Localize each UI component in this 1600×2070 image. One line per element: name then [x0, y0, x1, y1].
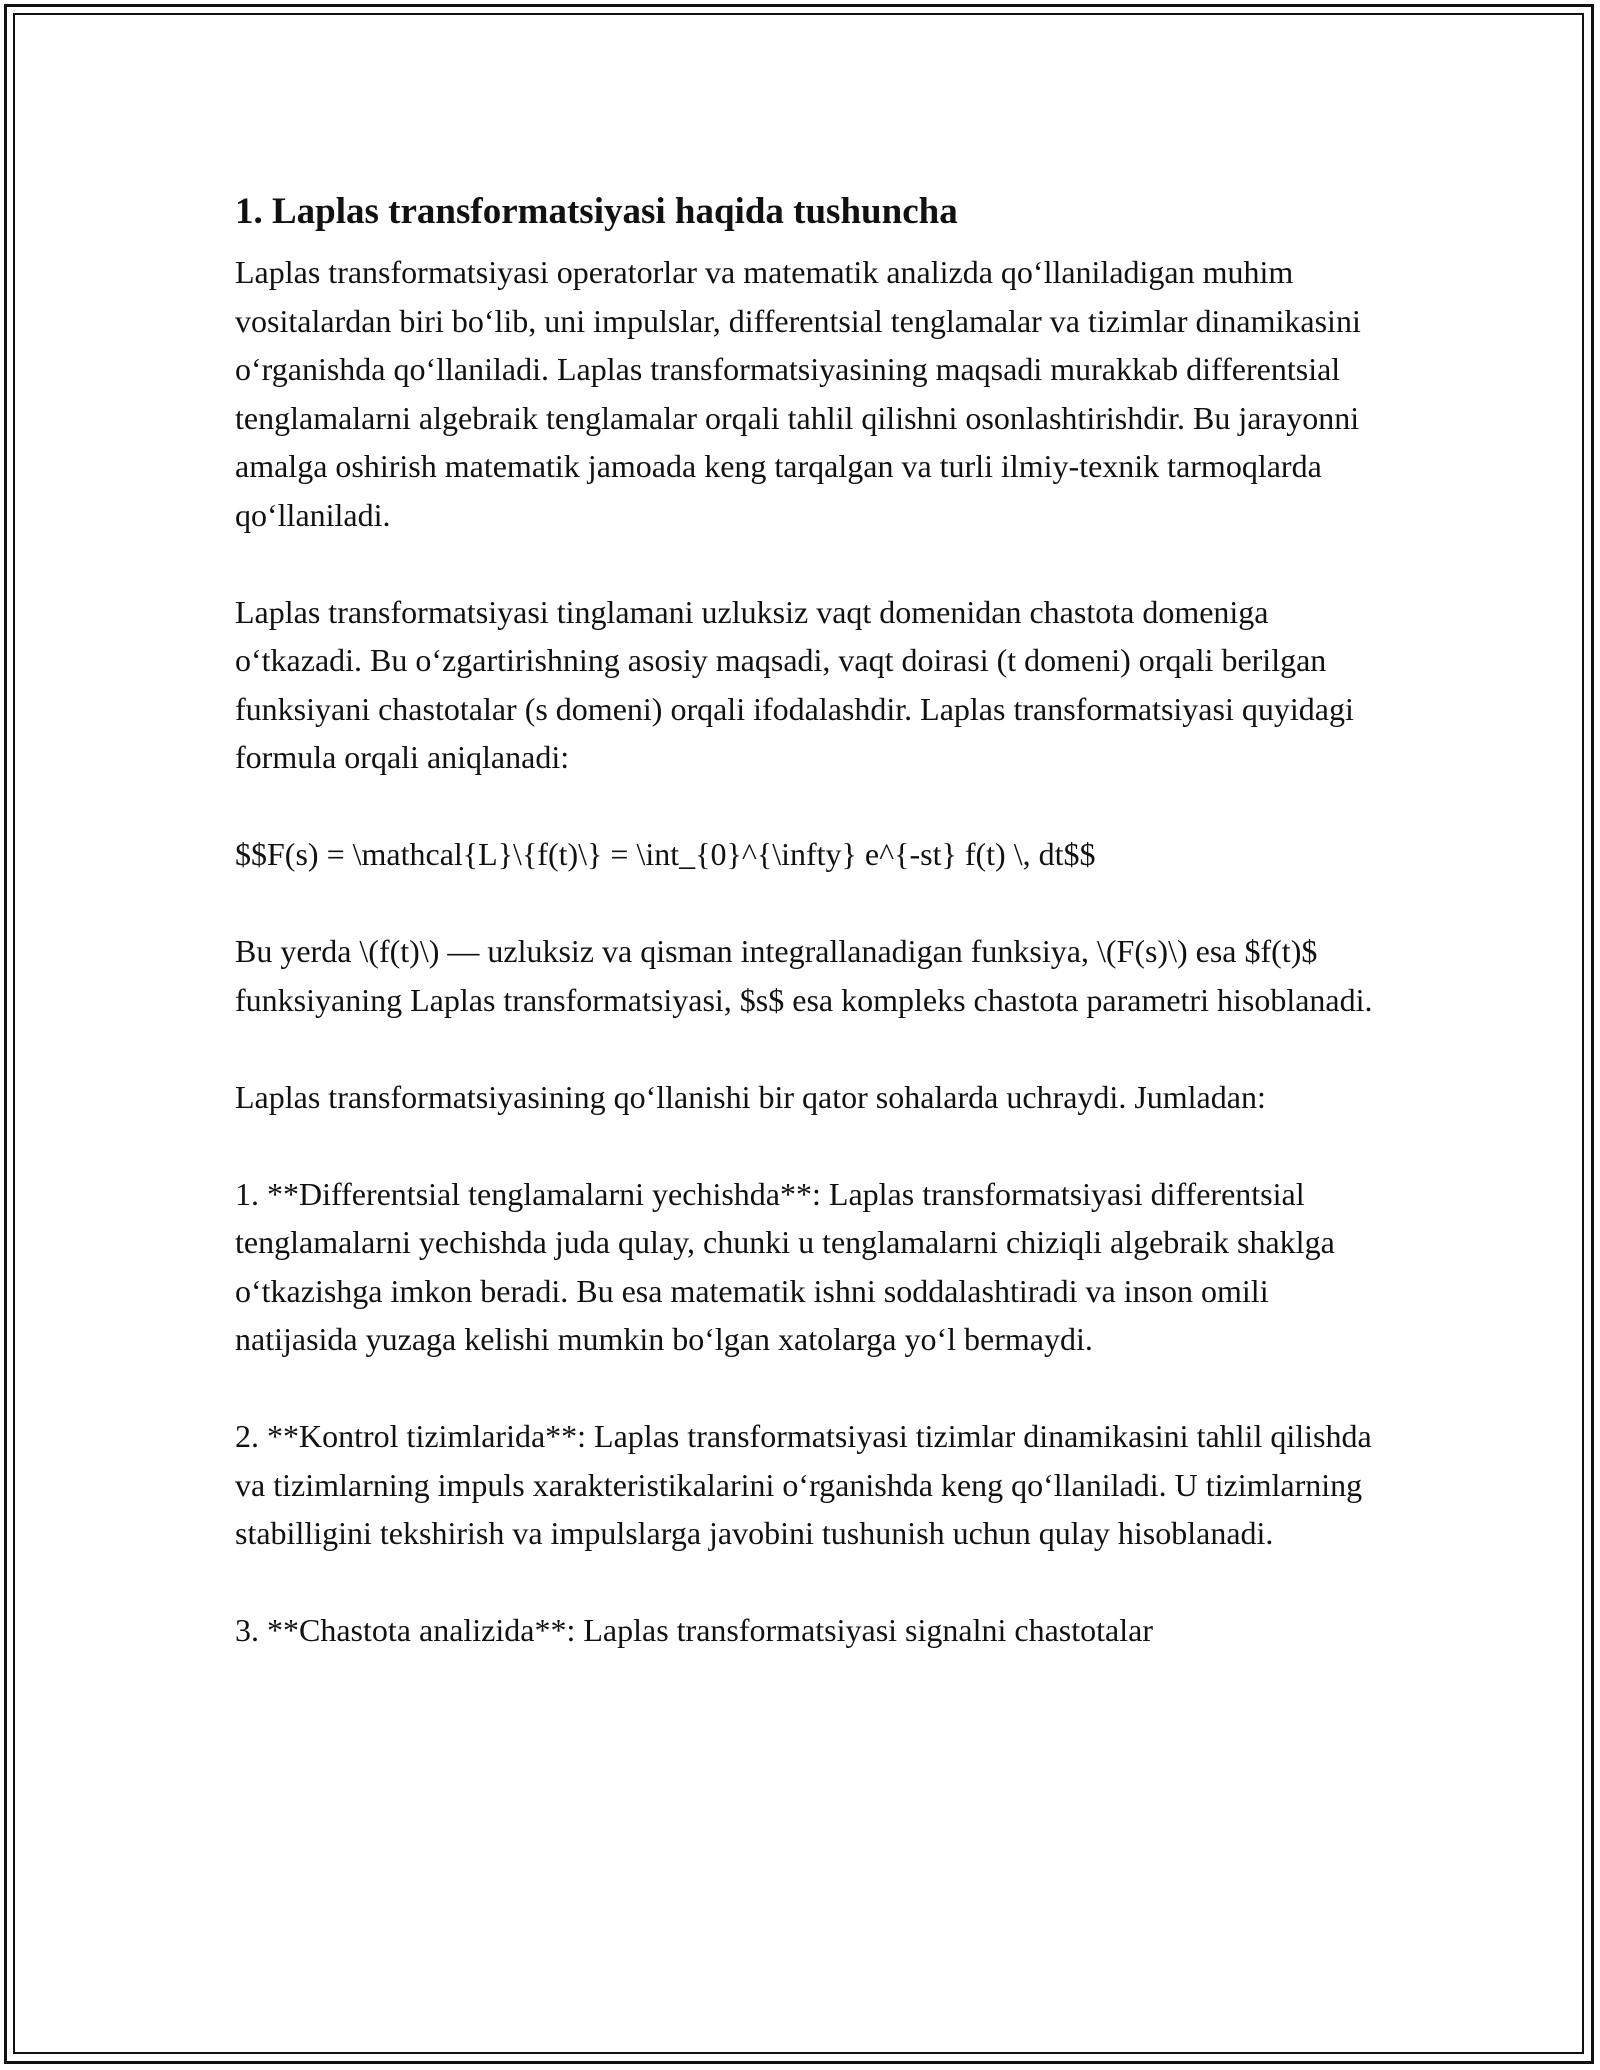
document-body — [235, 186, 1375, 1703]
section-heading: 1. Laplas transformatsiyasi haqida tushuncha — [235, 191, 958, 232]
list-item-3: 3. **Chastota analizida**: Laplas transformatsiyasi signalni chastotalar — [235, 1612, 1153, 1648]
list-item-2: 2. **Kontrol tizimlarida**: Laplas transformatsiyasi tizimlar dinamikasini tahlil qilishda va tizimlarning impuls xarakteristikalarini o‘rganishda keng qo‘llaniladi. U tizimlarning stabilligini tekshirish va impulslarga javobini tushunish uchun qulay hisoblanadi. — [235, 1418, 1372, 1551]
formula-line: $$F(s) = \mathcal{L}\{f(t)\} = \int_{0}^{\infty} e^{-st} f(t) \, dt$$ — [235, 836, 1096, 872]
paragraph-definition: Laplas transformatsiyasi tinglamani uzluksiz vaqt domenidan chastota domeniga o‘tkazadi. Bu o‘zgartirishning asosiy maqsadi, vaqt doirasi (t domeni) orqali berilgan funksiyani chastotalar (s domeni) orqali ifodalashdir. Laplas transformatsiyasi quyidagi formula orqali aniqlanadi: — [235, 593, 1354, 775]
list-item-1: 1. **Differentsial tenglamalarni yechishda**: Laplas transformatsiyasi differentsial tenglamalarni yechishda juda qulay, chunki u tenglamalarni chiziqli algebraik shaklga o‘tkazishga imkon beradi. Bu esa matematik ishni soddalashtiradi va inson omili natijasida yuzaga kelishi mumkin bo‘lgan xatolarga yo‘l bermaydi. — [235, 1175, 1335, 1357]
paragraph-applications-intro: Laplas transformatsiyasining qo‘llanishi bir qator sohalarda uchraydi. Jumladan: — [235, 1078, 1266, 1115]
paragraph-explanation: Bu yerda \(f(t)\) — uzluksiz va qisman integrallanadigan funksiya, \(F(s)\) esa $f(t)$ funksiyaning Laplas transformatsiyasi, $s$ esa kompleks chastota parametri hisoblanadi. — [235, 933, 1373, 1018]
paragraph-intro: Laplas transformatsiyasi operatorlar va matematik analizda qo‘llaniladigan muhim vositalardan biri bo‘lib, uni impulslar, differentsial tenglamalar va tizimlar dinamikasini o‘rganishda qo‘llaniladi. Laplas transformatsiyasining maqsadi murakkab differentsial tenglamalarni algebraik tenglamalar orqali tahlil qilishni osonlashtirishdir. Bu jarayonni amalga oshirish matematik jamoada keng tarqalgan va turli ilmiy-texnik tarmoqlarda qo‘llaniladi. — [235, 254, 1361, 533]
